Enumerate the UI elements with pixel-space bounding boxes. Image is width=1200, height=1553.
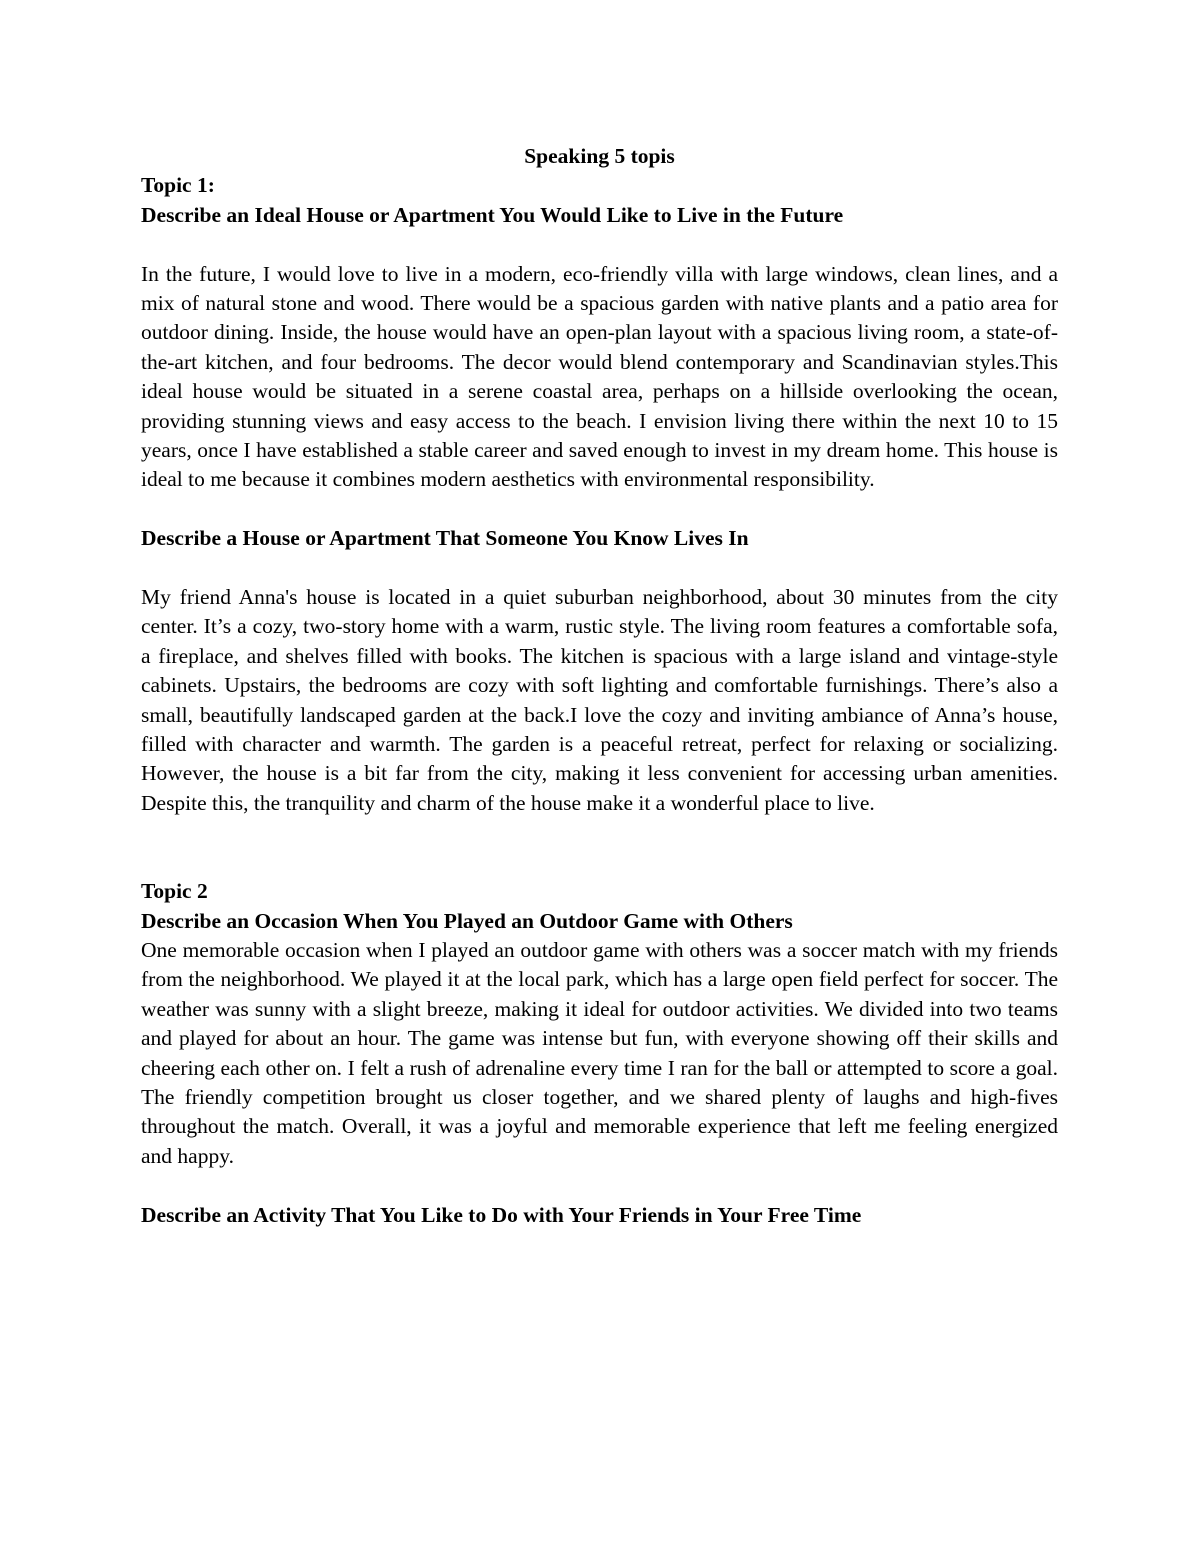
spacer bbox=[141, 818, 1058, 877]
topic-2-heading-2: Describe an Activity That You Like to Do with Your Friends in Your Free Time bbox=[141, 1202, 862, 1227]
topic-1-paragraph-2: My friend Anna's house is located in a quiet suburban neighborhood, about 30 minutes from the city center. It’s a cozy, two-story home with a warm, rustic style. The living room features a comfortable sofa, a fireplace, and shelves filled with books. The kitchen is spacious with a large island and vintage-style cabinets. Upstairs, the bedrooms are cozy with soft lighting and comfortable furnishings. There’s also a small, beautifully landscaped garden at the back.I love the cozy and inviting ambiance of Anna’s house, filled with character and warmth. The garden is a peaceful retreat, perfect for relaxing or socializing. However, the house is a bit far from the city, making it less convenient for accessing urban amenities. Despite this, the tranquility and charm of the house make it a wonderful place to live. bbox=[141, 585, 1058, 815]
topic-1-heading-2: Describe a House or Apartment That Someone You Know Lives In bbox=[141, 526, 749, 551]
document-page bbox=[141, 142, 1058, 1230]
topic-2-heading: Describe an Occasion When You Played an Outdoor Game with Others bbox=[141, 908, 793, 933]
topic-1-paragraph: In the future, I would love to live in a modern, eco-friendly villa with large windows, clean lines, and a mix of natural stone and wood. There would be a spacious garden with native plants and a patio area for outdoor dining. Inside, the house would have an open-plan layout with a spacious living room, a state-of-the-art kitchen, and four bedrooms. The decor would blend contemporary and Scandinavian styles.This ideal house would be situated in a serene coastal area, perhaps on a hillside overlooking the ocean, providing stunning views and easy access to the beach. I envision living there within the next 10 to 15 years, once I have established a stable career and saved enough to invest in my dream home. This house is ideal to me because it combines modern aesthetics with environmental responsibility. bbox=[141, 261, 1058, 492]
topic-1-label: Topic 1: bbox=[141, 173, 215, 198]
topic-2-label: Topic 2 bbox=[141, 879, 208, 904]
spacer bbox=[141, 554, 1058, 583]
topic-1-heading: Describe an Ideal House or Apartment You Would Like to Live in the Future bbox=[141, 202, 844, 227]
topic-2-paragraph: One memorable occasion when I played an outdoor game with others was a soccer match with my friends from the neighborhood. We played it at the local park, which has a large open field perfect for soccer. The weather was sunny with a slight breeze, making it ideal for outdoor activities. We divided into two teams and played for about an hour. The game was intense but fun, with everyone showing off their skills and cheering each other on. I felt a rush of adrenaline every time I ran for the ball or attempted to score a goal. The friendly competition brought us closer together, and we shared plenty of laughs and high-fives throughout the match. Overall, it was a joyful and memorable experience that left me feeling energized and happy. bbox=[141, 937, 1058, 1168]
spacer bbox=[141, 1171, 1058, 1200]
spacer bbox=[141, 230, 1058, 259]
document-title: Speaking 5 topis bbox=[524, 144, 675, 168]
spacer bbox=[141, 495, 1058, 524]
